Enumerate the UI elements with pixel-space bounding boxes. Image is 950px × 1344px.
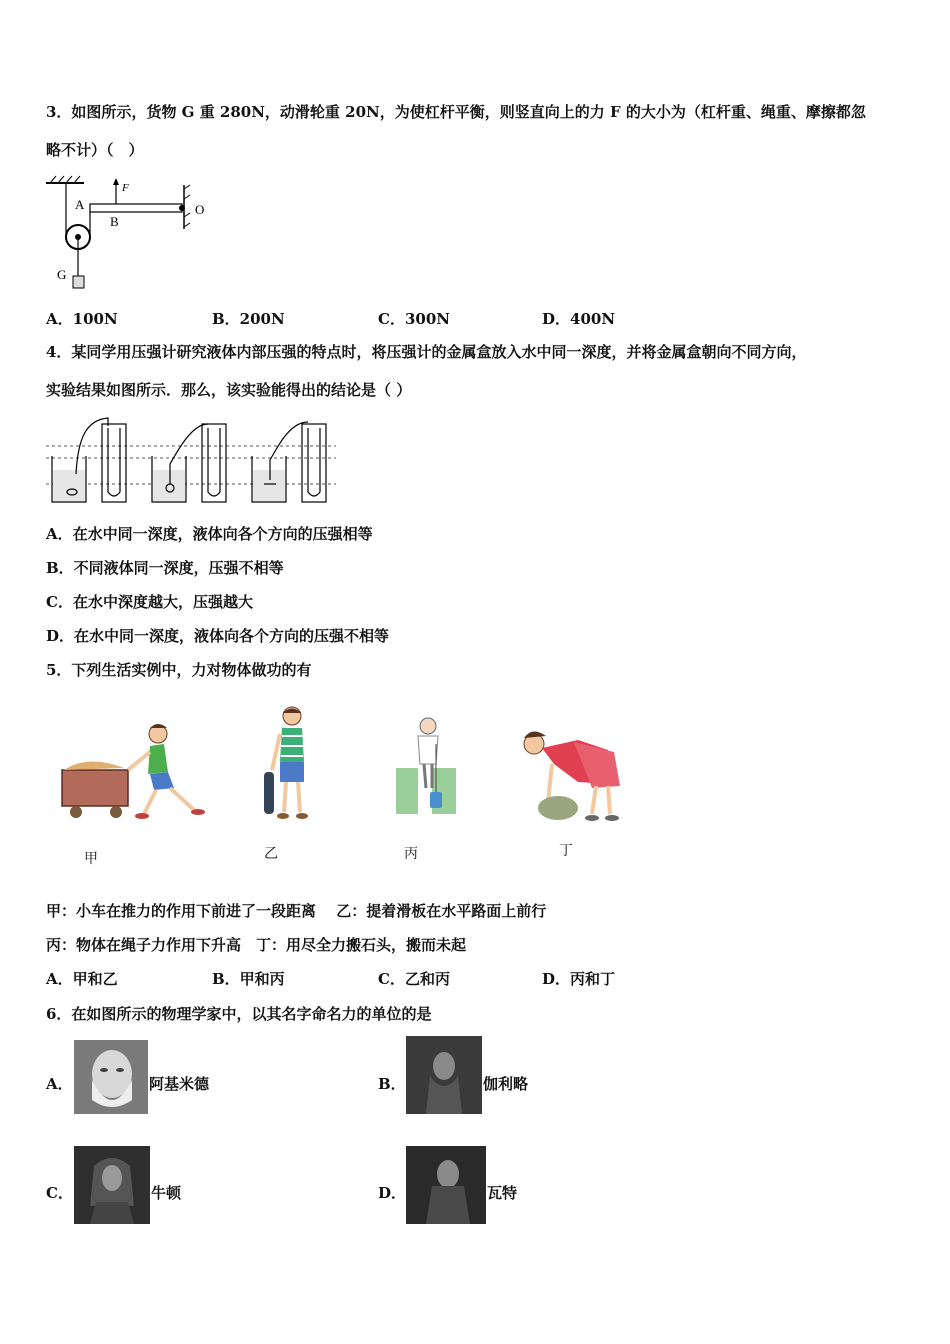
archimedes-portrait — [74, 1040, 148, 1114]
label-B: B — [110, 214, 119, 229]
q3-option-a: A．100N — [46, 310, 118, 328]
label-A: A — [75, 197, 85, 212]
q5-option-a: A．甲和乙 — [46, 970, 118, 988]
q3-option-c: C．300N — [378, 310, 450, 328]
q3-lever-pulley-figure — [44, 173, 214, 293]
q3-option-b: B．200N — [212, 310, 285, 328]
q6-option-a-name: 阿基米德 — [149, 1075, 210, 1093]
q5-option-b: B．甲和丙 — [212, 970, 285, 988]
q6-option-c-name: 牛顿 — [151, 1184, 182, 1202]
q5-figure-ding — [518, 724, 626, 824]
q6-option-c-letter: C． — [46, 1184, 73, 1202]
q5-figure-jia — [58, 718, 216, 824]
q6-stem: 6．在如图所示的物理学家中，以其名字命名力的单位的是 — [46, 1005, 432, 1023]
q4-stem-line1: 4．某同学用压强计研究液体内部压强的特点时，将压强计的金属盒放入水中同一深度，并将金属盒朝向不同方向， — [46, 343, 807, 361]
label-F: F — [122, 182, 129, 194]
q5-caption-yi: 乙 — [264, 846, 278, 862]
newton-portrait — [74, 1146, 150, 1224]
q5-stem: 5．下列生活实例中，力对物体做功的有 — [46, 661, 312, 679]
q5-option-c: C．乙和丙 — [378, 970, 450, 988]
q4-option-c: C．在水中深度越大，压强越大 — [46, 593, 253, 611]
q5-description-line2: 丙：物体在绳子力作用下升高 丁：用尽全力搬石头，搬而未起 — [46, 936, 467, 954]
q5-option-d: D．丙和丁 — [542, 970, 616, 988]
q5-caption-ding: 丁 — [559, 843, 573, 859]
label-G: G — [57, 267, 67, 282]
q6-option-d-letter: D． — [378, 1184, 407, 1202]
galileo-portrait — [406, 1036, 482, 1114]
q3-stem-line2: 略不计）（ ） — [46, 141, 144, 159]
q6-option-b-letter: B． — [378, 1075, 406, 1093]
q6-option-b-name: 伽利略 — [483, 1075, 529, 1093]
q4-option-d: D．在水中同一深度，液体向各个方向的压强不相等 — [46, 627, 390, 645]
q4-option-b: B．不同液体同一深度，压强不相等 — [46, 559, 284, 577]
q6-option-d-name: 瓦特 — [487, 1184, 518, 1202]
q5-caption-bing: 丙 — [404, 846, 418, 862]
q4-stem-line2: 实验结果如图所示．那么，该实验能得出的结论是（ ） — [46, 381, 412, 399]
q5-description-line1: 甲：小车在推力的作用下前进了一段距离 乙：提着滑板在水平路面上前行 — [46, 902, 547, 920]
q5-figure-yi — [262, 704, 320, 828]
q3-stem-line1: 3．如图所示，货物 G 重 280N，动滑轮重 20N，为使杠杆平衡，则竖直向上的力 F 的大小为（杠杆重、绳重、摩擦都忽 — [46, 103, 866, 121]
label-O: O — [195, 202, 205, 217]
q6-option-a-letter: A． — [46, 1075, 73, 1093]
q3-option-d: D．400N — [542, 310, 616, 328]
q5-figure-bing — [396, 714, 458, 816]
q5-caption-jia: 甲 — [84, 851, 98, 867]
q4-pressure-gauge-figure — [46, 414, 336, 506]
watt-portrait — [406, 1146, 486, 1224]
q4-option-a: A．在水中同一深度，液体向各个方向的压强相等 — [46, 525, 373, 543]
